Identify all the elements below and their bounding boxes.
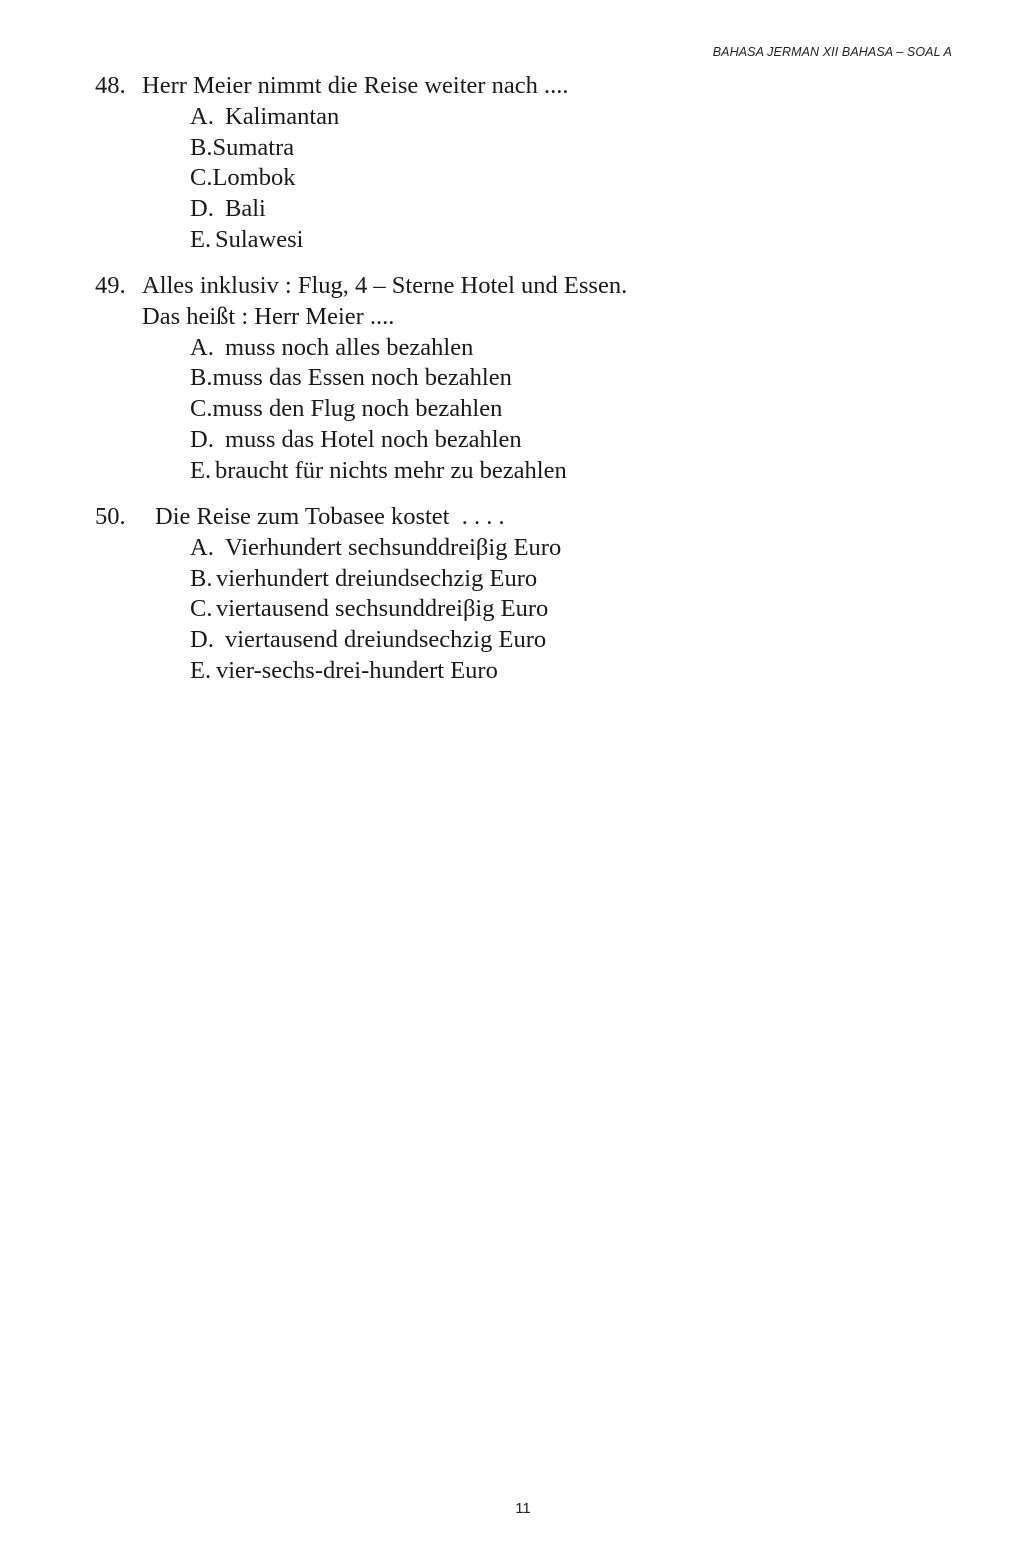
option-c <box>190 394 627 425</box>
option-text: viertausend dreiundsechzig Euro <box>225 626 547 654</box>
option-text: muss den Flug noch bezahlen <box>212 395 503 423</box>
option-text: Bali <box>225 195 266 223</box>
option-b <box>190 564 561 595</box>
option-letter: B. <box>190 133 213 161</box>
page-header: BAHASA JERMAN XII BAHASA – SOAL A <box>712 45 952 59</box>
option-d <box>190 425 627 456</box>
option-letter: B. <box>190 364 213 392</box>
option-letter: A. <box>190 102 214 130</box>
question-50 <box>95 502 561 687</box>
option-e <box>190 456 627 487</box>
question-stem <box>95 271 627 302</box>
option-letter: D. <box>190 626 214 654</box>
option-text: muss noch alles bezahlen <box>225 333 474 361</box>
option-text: Vierhundert sechsunddreiβig Euro <box>225 533 562 561</box>
question-number: 48. <box>95 72 126 99</box>
question-text: Die Reise zum Tobasee kostet . . . . <box>155 503 505 530</box>
option-e <box>190 225 569 256</box>
option-letter: E. <box>190 456 212 484</box>
option-text: viertausend sechsunddreiβig Euro <box>216 595 549 623</box>
option-letter: A. <box>190 333 214 361</box>
option-c <box>190 163 569 194</box>
option-e <box>190 656 561 687</box>
option-text: Kalimantan <box>225 102 340 130</box>
page-number: 11 <box>515 1500 531 1517</box>
option-d <box>190 194 569 225</box>
option-c <box>190 594 561 625</box>
question-text: Herr Meier nimmt die Reise weiter nach .... <box>142 72 569 99</box>
option-text: Lombok <box>212 164 296 192</box>
option-text: vier-sechs-drei-hundert Euro <box>216 656 498 684</box>
option-letter: C. <box>190 395 213 423</box>
option-letter: B. <box>190 564 213 592</box>
option-letter: E. <box>190 656 212 684</box>
option-text: Sulawesi <box>215 225 304 253</box>
option-letter: E. <box>190 225 212 253</box>
option-letter: C. <box>190 164 213 192</box>
option-a <box>190 333 627 364</box>
answer-options <box>95 533 561 687</box>
option-a <box>190 533 561 564</box>
option-text: muss das Essen noch bezahlen <box>212 364 512 392</box>
option-letter: C. <box>190 595 213 623</box>
question-text-continued: Das heißt : Herr Meier .... <box>142 302 395 330</box>
option-d <box>190 625 561 656</box>
question-number: 49. <box>95 272 126 299</box>
question-49 <box>95 271 627 487</box>
option-text: vierhundert dreiundsechzig Euro <box>216 564 538 592</box>
option-letter: D. <box>190 425 214 453</box>
question-48 <box>95 71 569 256</box>
option-a <box>190 102 569 133</box>
answer-options <box>95 102 569 256</box>
option-text: Sumatra <box>212 133 295 161</box>
option-b <box>190 363 627 394</box>
question-stem <box>95 502 561 533</box>
option-b <box>190 133 569 164</box>
option-text: muss das Hotel noch bezahlen <box>225 425 522 453</box>
question-number: 50. <box>95 503 126 530</box>
question-text: Alles inklusiv : Flug, 4 – Sterne Hotel und Essen. <box>142 272 628 299</box>
question-stem <box>95 71 569 102</box>
answer-options <box>95 333 627 487</box>
option-text: braucht für nichts mehr zu bezahlen <box>215 456 567 484</box>
option-letter: D. <box>190 195 214 223</box>
option-letter: A. <box>190 533 214 561</box>
